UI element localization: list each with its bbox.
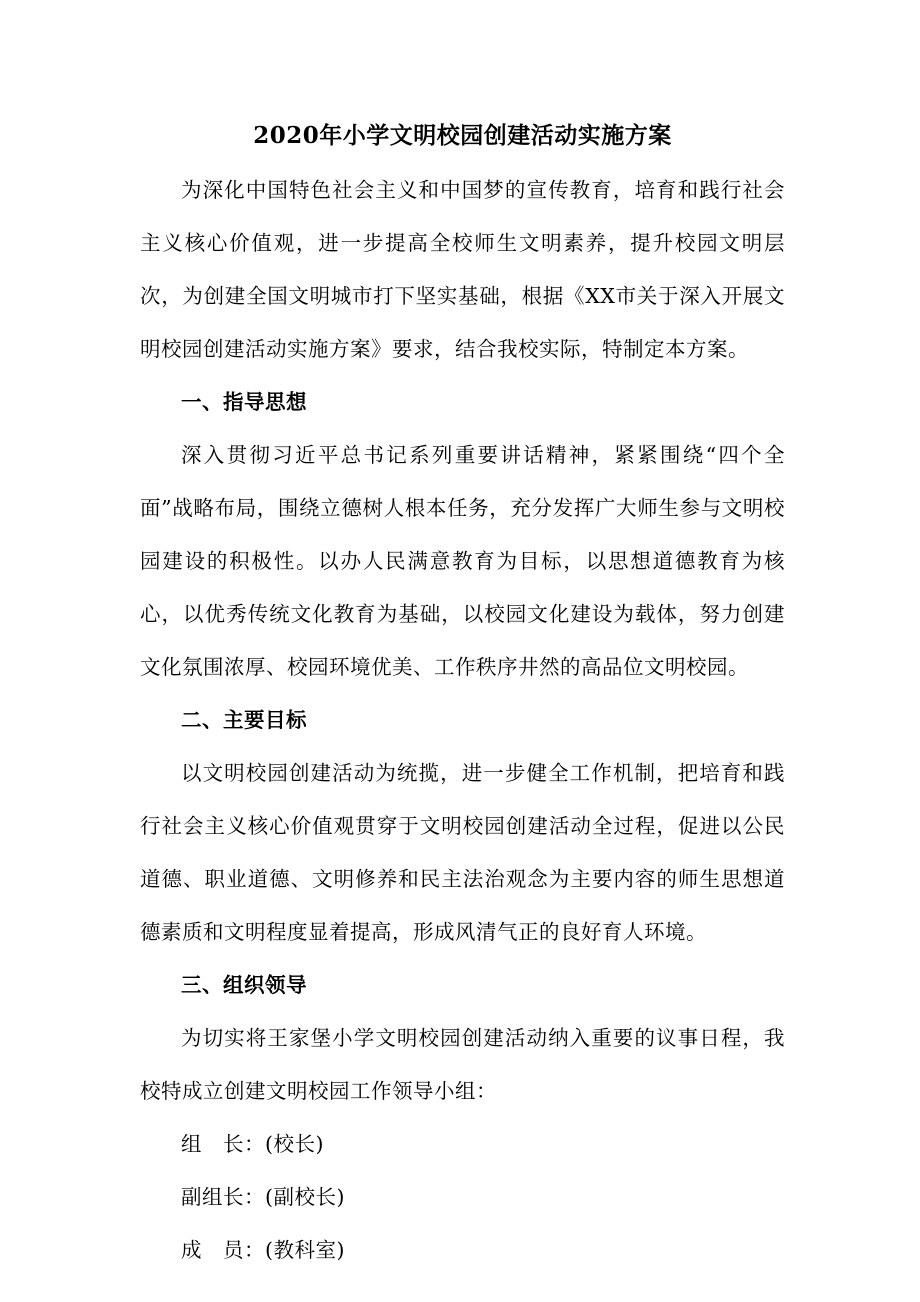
member-leader: 组 长：(校长) bbox=[181, 1132, 324, 1156]
section-heading-organization: 三、组织领导 bbox=[181, 973, 307, 997]
section-body-organization: 为切实将王家堡小学文明校园创建活动纳入重要的议事日程，我校特成立创建文明校园工作领导小组： bbox=[140, 1026, 785, 1103]
section-heading-guiding-ideology: 一、指导思想 bbox=[181, 390, 307, 414]
section-heading-main-goals: 二、主要目标 bbox=[181, 708, 307, 732]
section-body-guiding-ideology: 深入贯彻习近平总书记系列重要讲话精神，紧紧围绕“四个全面”战略布局，围绕立德树人根本任务，充分发挥广大师生参与文明校园建设的积极性。以办人民满意教育为目标，以思想道德教育为核心，以优秀传统文化教育为基础，以校园文化建设为载体，努力创建文化氛围浓厚、校园环境优美、工作秩序井然的高品位文明校园。 bbox=[140, 443, 785, 679]
section-body-main-goals: 以文明校园创建活动为统揽，进一步健全工作机制，把培育和践行社会主义核心价值观贯穿于文明校园创建活动全过程，促进以公民道德、职业道德、文明修养和民主法治观念为主要内容的师生思想道德素质和文明程度显着提高，形成风清气正的良好育人环境。 bbox=[140, 761, 785, 944]
member-deputy-leader: 副组长：(副校长) bbox=[181, 1185, 345, 1209]
document-title: 2020年小学文明校园创建活动实施方案 bbox=[253, 122, 672, 149]
member-members: 成 员：(教科室) bbox=[181, 1238, 345, 1262]
document-content bbox=[140, 112, 785, 1277]
intro-paragraph: 为深化中国特色社会主义和中国梦的宣传教育，培育和践行社会主义核心价值观，进一步提高全校师生文明素养，提升校园文明层次，为创建全国文明城市打下坚实基础，根据《XX市关于深入开展文明校园创建活动实施方案》要求，结合我校实际，特制定本方案。 bbox=[140, 178, 785, 361]
